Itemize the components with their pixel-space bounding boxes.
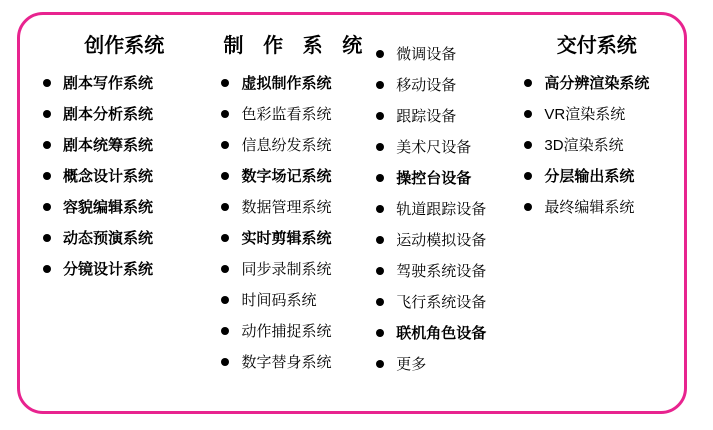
bullet-icon [371,50,388,58]
bullet-icon [371,360,388,368]
list-item [371,286,511,317]
list-item [38,67,211,98]
list-item-label: 微调设备 [396,46,457,63]
list-item [38,191,211,222]
list-item-label: 动作捕捉系统 [241,323,332,340]
list-item-label: 容貌编辑系统 [63,199,154,216]
list-item [217,98,370,129]
list-item-label: 同步录制系统 [241,261,332,278]
list-item-label: 高分辨渲染系统 [544,75,650,92]
column-title-creation: 创作系统 [84,35,165,57]
list-item-label: 轨道跟踪设备 [396,201,487,218]
bullet-icon [38,79,55,87]
list-item-label: 最终编辑系统 [544,199,635,216]
bullet-icon [519,203,536,211]
list-item [38,253,211,284]
bullet-icon [519,110,536,118]
list-item-label: 数字场记系统 [241,168,332,185]
list-item-label: 3D渲染系统 [544,137,624,154]
list-item-label: 数字替身系统 [241,354,332,371]
bullet-icon [519,172,536,180]
list-item-label: 操控台设备 [396,170,472,187]
list-item-label: 移动设备 [396,77,457,94]
list-item [38,160,211,191]
list-item-label: 联机角色设备 [396,325,487,342]
list-item-label: 分镜设计系统 [63,261,154,278]
bullet-icon [371,267,388,275]
list-item-label: 数据管理系统 [241,199,332,216]
bullet-icon [519,79,536,87]
list-item [217,315,370,346]
bullet-icon [38,265,55,273]
list-item-label: 动态预演系统 [63,230,154,247]
list-item [217,191,370,222]
list-item [519,98,674,129]
bullet-icon [217,203,234,211]
list-item-more [371,348,511,379]
bullet-icon [38,234,55,242]
list-item [217,253,370,284]
columns-container [20,15,684,411]
list-item-label: 剧本写作系统 [63,75,154,92]
bullet-icon [217,234,234,242]
item-list-creation [38,67,211,284]
column-title-production: 制 作 系 统 [223,35,370,57]
list-item-label: 实时剪辑系统 [241,230,332,247]
list-item-label: 信息纷发系统 [241,137,332,154]
item-list-devices [371,38,511,379]
bullet-icon [371,236,388,244]
list-item-label: 驾驶系统设备 [396,263,487,280]
list-item-label: VR渲染系统 [544,106,626,123]
column-production [211,29,370,411]
bullet-icon [371,112,388,120]
list-item [217,129,370,160]
bullet-icon [371,81,388,89]
list-item [371,162,511,193]
list-item-label: 色彩监看系统 [241,106,332,123]
list-item-label: 运动模拟设备 [396,232,487,249]
list-item-label: 时间码系统 [241,292,317,309]
column-delivery [511,29,674,411]
list-item [217,222,370,253]
bullet-icon [38,203,55,211]
list-item [217,67,370,98]
list-item [519,67,674,98]
bullet-icon [217,141,234,149]
list-item-label: 概念设计系统 [63,168,154,185]
bullet-icon [371,174,388,182]
bullet-icon [217,358,234,366]
list-item-label: 分层输出系统 [544,168,635,185]
list-item-label: 剧本分析系统 [63,106,154,123]
list-item-label: 虚拟制作系统 [241,75,332,92]
bullet-icon [217,79,234,87]
list-item [519,191,674,222]
list-item [217,346,370,377]
list-item [371,100,511,131]
bullet-icon [217,327,234,335]
list-item [371,38,511,69]
item-list-delivery [519,67,674,222]
bullet-icon [217,265,234,273]
list-item-label: 跟踪设备 [396,108,457,125]
list-item [217,160,370,191]
column-devices [369,29,511,411]
column-title-delivery: 交付系统 [556,35,637,57]
list-item [38,129,211,160]
bullet-icon [38,141,55,149]
list-item [38,222,211,253]
bullet-icon [371,329,388,337]
bullet-icon [519,141,536,149]
bullet-icon [371,298,388,306]
bullet-icon [217,296,234,304]
list-item [371,317,511,348]
bullet-icon [371,143,388,151]
list-item [371,131,511,162]
list-item-label: 剧本统筹系统 [63,137,154,154]
list-item [519,129,674,160]
bullet-icon [38,172,55,180]
list-item-label: 飞行系统设备 [396,294,487,311]
column-creation [30,29,211,411]
list-item [217,284,370,315]
bullet-icon [38,110,55,118]
list-item [371,69,511,100]
list-item [371,224,511,255]
bullet-icon [217,172,234,180]
diagram-frame [17,12,687,414]
bullet-icon [217,110,234,118]
list-item [371,255,511,286]
list-item [38,98,211,129]
list-item [371,193,511,224]
list-item [519,160,674,191]
list-item-label: 更多 [396,356,427,373]
bullet-icon [371,205,388,213]
list-item-label: 美术尺设备 [396,139,472,156]
item-list-production [217,67,370,377]
